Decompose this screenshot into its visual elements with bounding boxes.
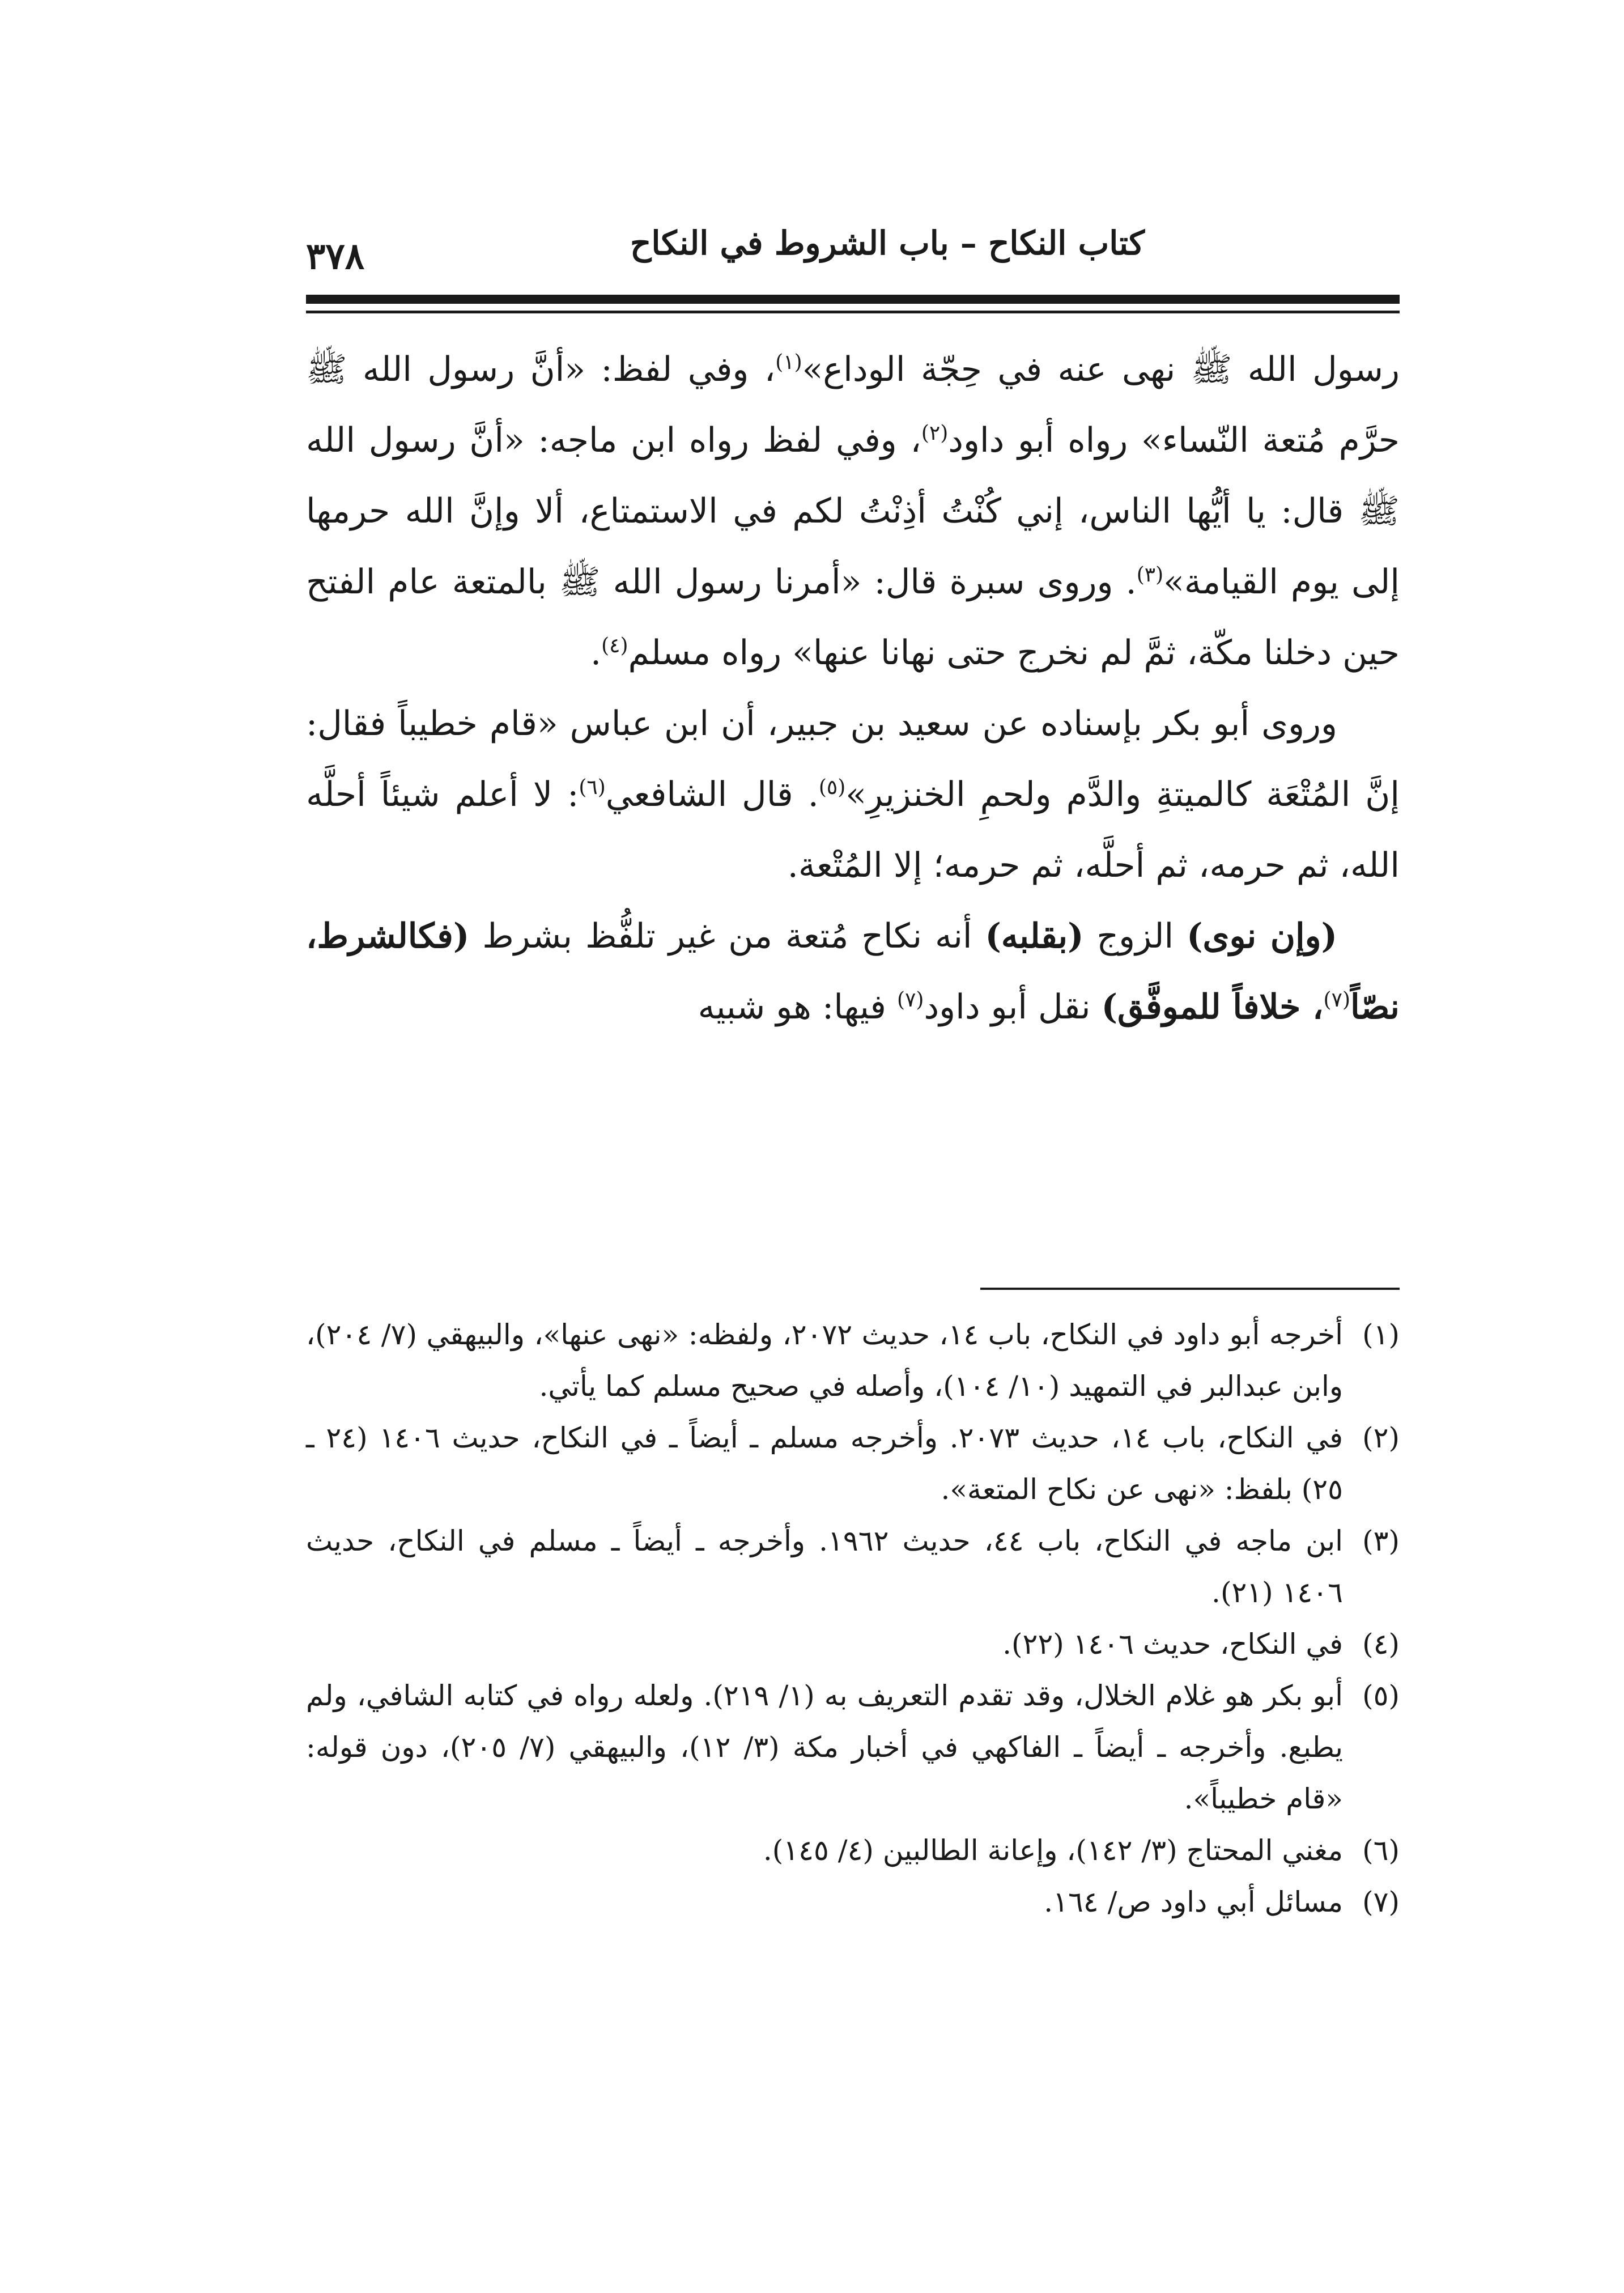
footnote-ref: (٤) (601, 634, 628, 657)
footnote-text: في النكاح، باب ١٤، حديث ٢٠٧٣. وأخرجه مسلم ـ أيضاً ـ في النكاح، حديث ١٤٠٦ (٢٤ ـ ٢٥) بلفظ: «نهى عن نكاح المتعة». (306, 1421, 1344, 1506)
footnote (306, 1876, 1400, 1928)
paragraph (306, 689, 1400, 901)
page-header (306, 224, 1400, 292)
bold-run: (فكالشرط، نصّاً (306, 916, 1400, 1027)
text-run: . وروى سبرة قال: «أمرنا رسول الله ﷺ بالمتعة عام الفتح حين دخلنا مكّة، ثمَّ لم نخرج حتى نهانا عنها» رواه مسلم (306, 562, 1400, 673)
text-run: ، وفي لفظ: «أنَّ رسول الله ﷺ حرَّم مُتعة النّساء» رواه أبو داود (306, 350, 1400, 460)
text-run: : لا أعلم شيئاً أحلَّه الله، ثم حرمه، ثم أحلَّه، ثم حرمه؛ إلا المُتْعة. (306, 775, 1400, 885)
text-run: فيها: هو شبيه (698, 987, 898, 1027)
bold-run: (وإن نوى) (1187, 916, 1338, 956)
footnote-ref: (٢) (921, 422, 949, 445)
footnote-number: (٢) (1362, 1421, 1400, 1454)
paragraph (306, 901, 1400, 1043)
text-run: أنه نكاح مُتعة من غير تلفُّظ بشرط (469, 916, 985, 956)
footnote-text: أبو بكر هو غلام الخلال، وقد تقدم التعريف به (١/ ٢١٩). ولعله رواه في كتابه الشافي، ولم يطبع. وأخرجه ـ أيضاً ـ الفاكهي في أخبار مكة (٣/ ١٢)، والبيهقي (٧/ ٢٠٥)، دون قوله: «قام خطيباً». (306, 1679, 1343, 1815)
footnote-separator (980, 1288, 1400, 1290)
main-text (306, 334, 1400, 1043)
footnote-ref: (٣) (1136, 563, 1164, 587)
footnote-ref: (٧) (1323, 988, 1350, 1012)
footnote (306, 1825, 1400, 1876)
paragraph (306, 334, 1400, 689)
footnote-text: مسائل أبي داود ص/ ١٦٤. (1044, 1886, 1343, 1918)
footnote-text: مغني المحتاج (٣/ ١٤٢)، وإعانة الطالبين (٤/ ١٤٥). (763, 1834, 1343, 1867)
text-run: الزوج (1083, 916, 1187, 956)
footnote-number: (٥) (1362, 1679, 1400, 1712)
text-run: وروى أبو بكر بإسناده عن سعيد بن جبير، أن ابن عباس «قام خطيباً فقال: إنَّ المُتْعَة كالميتةِ والدَّم ولحمِ الخنزيرِ» (306, 704, 1400, 814)
footnote-number: (١) (1362, 1318, 1400, 1351)
bold-run: ، خلافاً للموفَّق) (1101, 987, 1324, 1027)
footnote-number: (٧) (1362, 1886, 1400, 1918)
page-number: ٣٧٨ (306, 235, 365, 278)
footnote-ref: (٧) (897, 988, 924, 1012)
footnote (306, 1412, 1400, 1515)
footnote-number: (٦) (1362, 1834, 1400, 1867)
footnote (306, 1309, 1400, 1412)
footnote-text: في النكاح، حديث ١٤٠٦ (٢٢). (1002, 1628, 1343, 1661)
footnote (306, 1515, 1400, 1619)
footnote-number: (٣) (1362, 1525, 1400, 1557)
footnote (306, 1619, 1400, 1670)
running-title: كتاب النكاح – باب الشروط في النكاح (630, 224, 1145, 262)
header-rule (306, 295, 1400, 304)
text-run: . قال الشافعي (605, 775, 819, 814)
bold-run: (بقلبه) (985, 916, 1084, 956)
footnotes (306, 1309, 1400, 1928)
footnote-text: ابن ماجه في النكاح، باب ٤٤، حديث ١٩٦٢. وأخرجه ـ أيضاً ـ مسلم في النكاح، حديث ١٤٠٦ (٢١). (306, 1525, 1344, 1609)
footnote (306, 1670, 1400, 1825)
text-run: . (590, 633, 602, 673)
text-run: نقل أبو داود (924, 987, 1102, 1027)
text-run: رسول الله ﷺ نهى عنه في حِجّة الوداع» (802, 350, 1400, 389)
footnote-text: أخرجه أبو داود في النكاح، باب ١٤، حديث ٢٠٧٢، ولفظه: «نهى عنها»، والبيهقي (٧/ ٢٠٤)، وابن عبدالبر في التمهيد (١٠/ ١٠٤)، وأصله في صحيح مسلم كما يأتي. (306, 1318, 1344, 1403)
text-run: ، وفي لفظ رواه ابن ماجه: «أنَّ رسول الله ﷺ قال: يا أيُّها الناس، إني كُنْتُ أذِنْتُ لكم في الاستمتاع، ألا وإنَّ الله حرمها إلى يوم القيامة» (306, 421, 1400, 602)
footnote-ref: (٦) (579, 776, 606, 799)
footnote-number: (٤) (1362, 1628, 1400, 1661)
header-rule-thin (306, 311, 1400, 313)
footnote-ref: (١) (775, 351, 802, 374)
footnote-ref: (٥) (818, 776, 846, 799)
